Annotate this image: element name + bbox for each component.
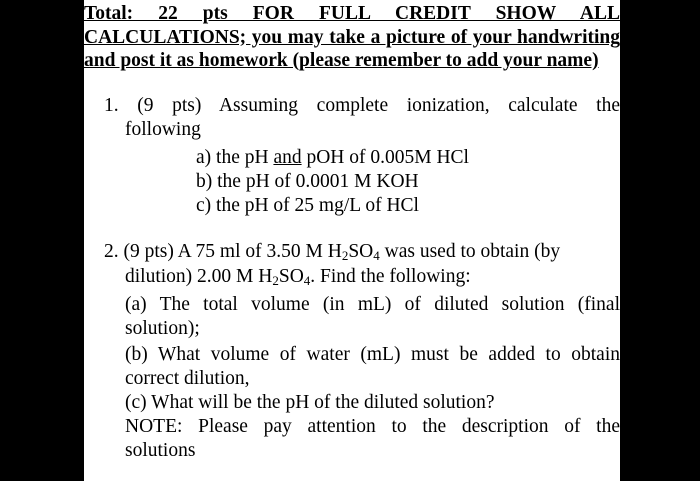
q2-sub4: 4	[373, 248, 380, 263]
q2-part-a-line2: solution);	[125, 318, 200, 339]
q2-note-line2: solutions	[125, 440, 196, 461]
q1-part-a-suffix: pOH of 0.005M HCl	[301, 147, 469, 168]
q2-line2	[125, 265, 471, 289]
q1-part-a-and: and	[273, 147, 302, 168]
q2-part-b-line1: (b) What volume of water (mL) must be added to obtain	[125, 344, 620, 365]
q1-line2: following	[125, 119, 201, 140]
document-page	[84, 0, 620, 481]
q1-part-b: b) the pH of 0.0001 M KOH	[196, 171, 419, 192]
q2-part-a-line1: (a) The total volume (in mL) of diluted solution (final	[125, 294, 620, 315]
q1-part-c: c) the pH of 25 mg/L of HCl	[196, 195, 419, 216]
q1-line1: 1. (9 pts) Assuming complete ionization, calculate the	[104, 95, 620, 116]
q2-line2-a: dilution) 2.00 M H	[125, 266, 273, 287]
q2-line1	[104, 240, 560, 264]
q2-line1-b: was used to obtain (by	[379, 241, 561, 262]
q1-part-a	[196, 146, 469, 170]
q2-so: SO	[348, 241, 374, 262]
q2-sub2: 2	[341, 248, 349, 263]
q1-part-a-prefix: a) the pH	[196, 147, 274, 168]
q2-note-line1: NOTE: Please pay attention to the description of the	[125, 416, 620, 437]
q2-line2-sub4: 4	[303, 273, 311, 288]
q2-line2-so: SO	[278, 266, 304, 287]
header-instructions: Total: 22 pts FOR FULL CREDIT SHOW ALL CALCULATIONS; you may take a picture of your handwriting and post it as homework (please remember to add your name)	[84, 3, 620, 71]
q2-line2-b: . Find the following:	[310, 266, 471, 287]
q2-part-b-line2: correct dilution,	[125, 368, 250, 389]
q2-part-c: (c) What will be the pH of the diluted solution?	[125, 392, 495, 413]
q2-line1-a: 2. (9 pts) A 75 ml of 3.50 M H	[104, 241, 342, 262]
q2-line2-sub2: 2	[272, 273, 279, 288]
